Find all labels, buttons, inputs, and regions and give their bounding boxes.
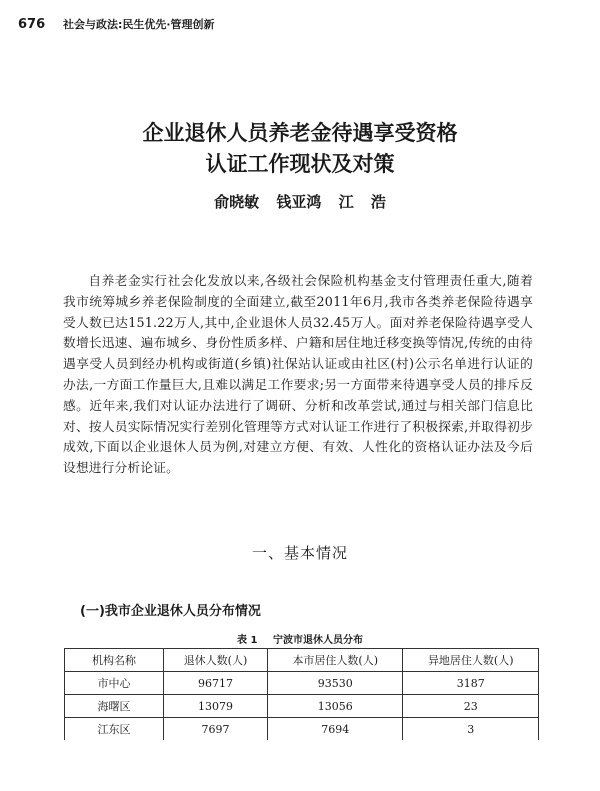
abstract-paragraph: 自养老金实行社会化发放以来,各级社会保险机构基金支付管理责任重大,随着我市统筹城乡养老保险制度的全面建立,截至2011年6月,我市各类养老保险待遇享受人数已达151.22万人,其中,企业退休人员32.45万人。面对养老保险待遇享受人数增长迅速、遍布城乡、身份性质多样、户籍和居住地迁移变换等情况,传统的由待遇享受人员到经办机构或街道(乡镇)社保站认证或由社区(村)公示名单进行认证的办法,一方面工作量巨大,且难以满足工作要求;另一方面带来待遇享受人员的排斥反感。近年来,我们对认证办法进行了调研、分析和改革尝试,通过与相关部门信息比对、按人员实际情况实行差别化管理等方式对认证工作进行了积极探索,并取得初步成效,下面以企业退休人员为例,对建立方便、有效、人性化的资格认证办法及今后设想进行分析论证。 — [63, 273, 533, 476]
table-cell: 江东区 — [65, 718, 164, 741]
table-row — [65, 718, 539, 741]
header-cell-institution: 机构名称 — [65, 649, 164, 672]
author-1: 俞晓敏 — [214, 193, 260, 211]
table-cell: 市中心 — [65, 672, 164, 695]
table-cell: 3187 — [403, 672, 539, 695]
section-heading: 一、基本情况 — [251, 544, 348, 562]
title-line-1: 企业退休人员养老金待遇享受资格 — [142, 121, 458, 145]
author-3: 江 浩 — [338, 193, 386, 211]
table-cell: 23 — [403, 695, 539, 718]
subsection-heading: (一)我市企业退休人员分布情况 — [80, 604, 261, 619]
author-list — [0, 191, 600, 212]
table-cell: 3 — [403, 718, 539, 741]
running-header — [18, 16, 215, 32]
header-cell-remote-residents: 异地居住人数(人) — [403, 649, 539, 672]
title-line-2: 认证工作现状及对策 — [205, 152, 395, 176]
table-caption — [0, 631, 600, 646]
table-caption-title: 宁波市退休人员分布 — [272, 635, 363, 646]
header-cell-local-residents: 本市居住人数(人) — [267, 649, 403, 672]
table-cell: 7697 — [164, 718, 268, 741]
table-row — [65, 672, 539, 695]
page-number: 676 — [18, 17, 46, 32]
header-cell-retirees: 退休人数(人) — [164, 649, 268, 672]
table-cell: 海曙区 — [65, 695, 164, 718]
table-cell: 96717 — [164, 672, 268, 695]
table-cell: 93530 — [267, 672, 403, 695]
table-cell: 13056 — [267, 695, 403, 718]
table-caption-label: 表 1 — [237, 635, 258, 646]
running-title: 社会与政法:民生优先·管理创新 — [62, 18, 215, 31]
table-header-row — [65, 649, 539, 672]
paper-title — [0, 118, 600, 180]
retiree-distribution-table — [64, 648, 539, 740]
author-2: 钱亚鸿 — [276, 193, 322, 211]
table-cell: 7694 — [267, 718, 403, 741]
table-cell: 13079 — [164, 695, 268, 718]
table-row — [65, 695, 539, 718]
